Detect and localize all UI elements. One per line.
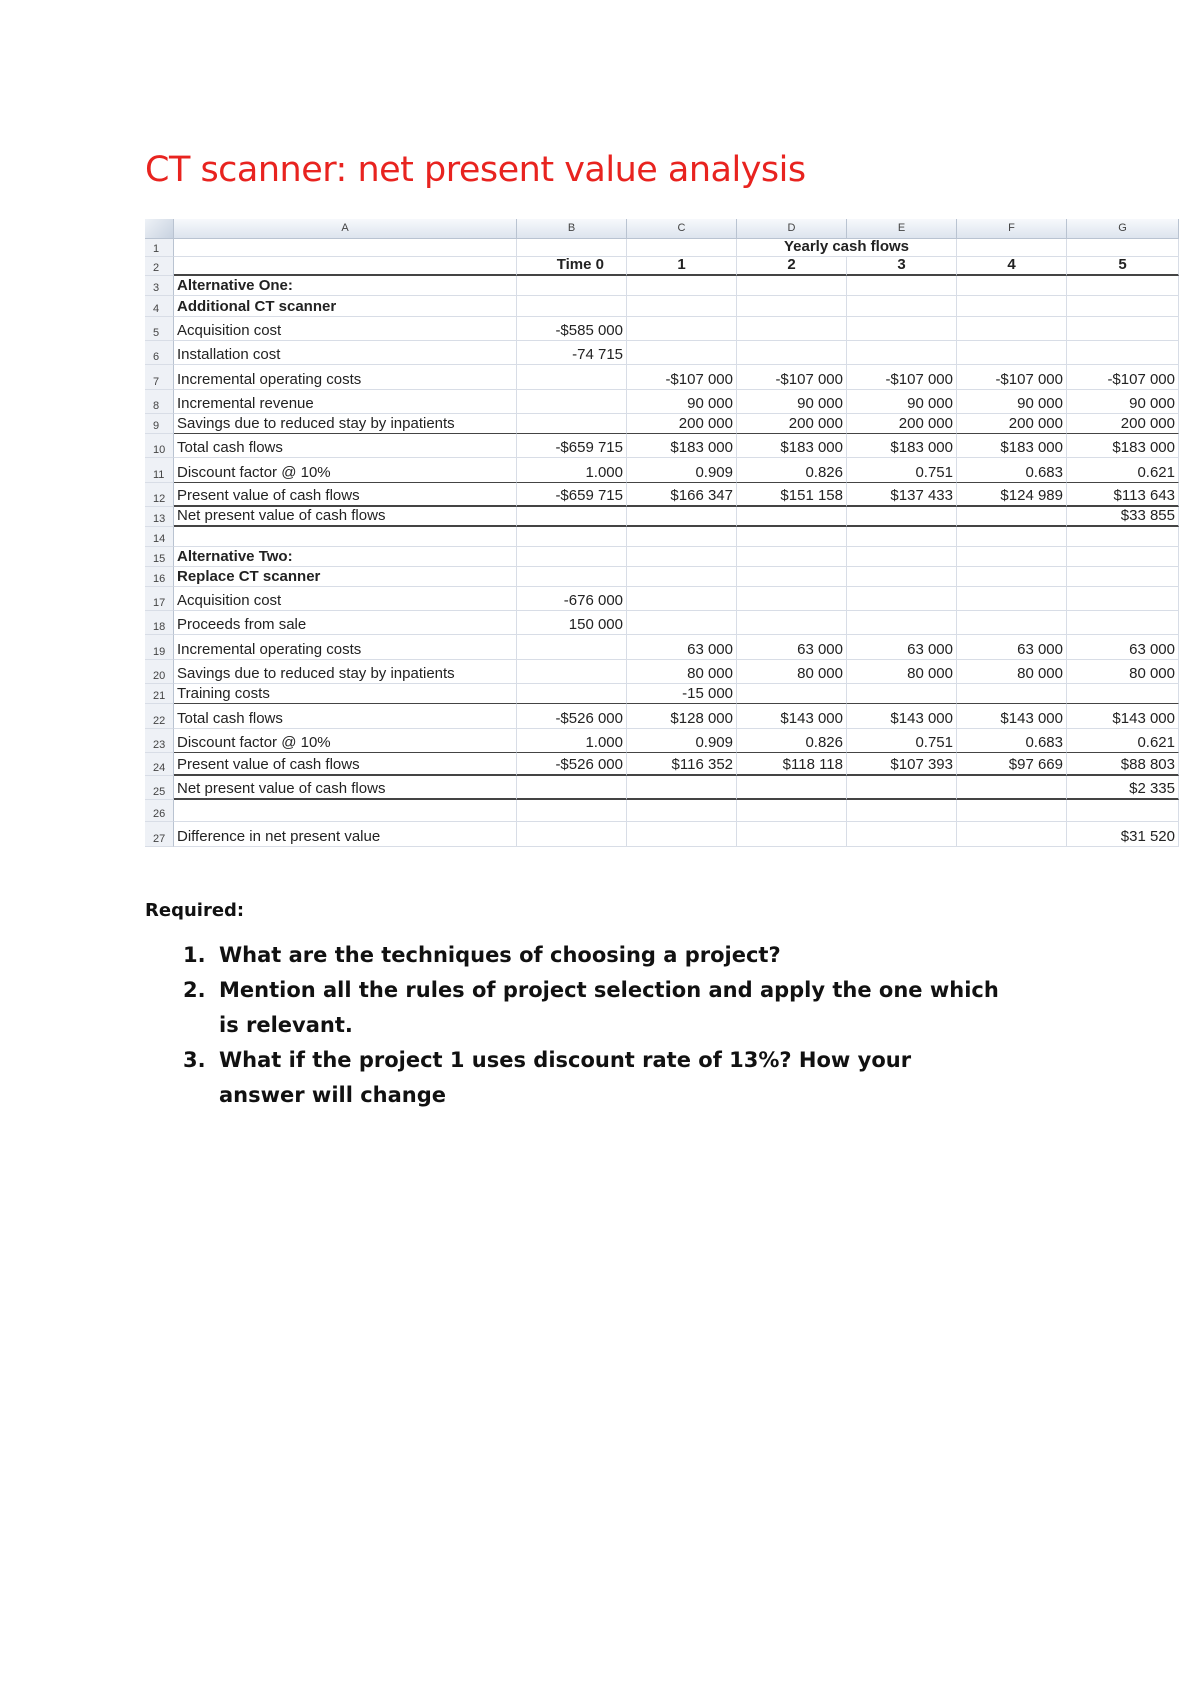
question-item <box>183 973 1003 1043</box>
row-number: 18 <box>145 611 174 635</box>
row-number: 4 <box>145 296 174 317</box>
value-cell: -$107 000 <box>1067 365 1179 390</box>
select-all-corner <box>145 219 174 239</box>
value-cell: 1.000 <box>517 729 627 753</box>
row-label: Present value of cash flows <box>174 483 517 507</box>
value-cell <box>517 635 627 660</box>
row-label: Incremental operating costs <box>174 365 517 390</box>
value-cell: $151 158 <box>737 483 847 507</box>
value-cell: -$585 000 <box>517 317 627 341</box>
value-cell <box>957 611 1067 635</box>
value-cell: 0.683 <box>957 729 1067 753</box>
cell-empty <box>627 239 737 257</box>
value-cell: $88 803 <box>1067 753 1179 776</box>
cell-empty <box>1067 547 1179 567</box>
cell-empty <box>957 822 1067 847</box>
value-cell: $143 000 <box>1067 704 1179 729</box>
value-cell: -$659 715 <box>517 483 627 507</box>
time-period-header: 1 <box>627 257 737 276</box>
row-label: Discount factor @ 10% <box>174 458 517 483</box>
value-cell: -15 000 <box>627 684 737 704</box>
row-number: 23 <box>145 729 174 753</box>
question-text: Mention all the rules of project selection and apply the one which is relevant. <box>219 978 999 1037</box>
column-header: A <box>174 219 517 239</box>
row-number: 5 <box>145 317 174 341</box>
cell-empty <box>517 296 627 317</box>
value-cell: -74 715 <box>517 341 627 365</box>
row-number: 21 <box>145 684 174 704</box>
value-cell: $183 000 <box>847 434 957 458</box>
value-cell <box>517 660 627 684</box>
row-label: Difference in net present value <box>174 822 517 847</box>
cell-empty <box>517 800 627 822</box>
row-label: Total cash flows <box>174 704 517 729</box>
value-cell <box>1067 684 1179 704</box>
value-cell: $166 347 <box>627 483 737 507</box>
value-cell <box>627 507 737 527</box>
column-header: G <box>1067 219 1179 239</box>
cell-empty <box>627 527 737 547</box>
value-cell: 63 000 <box>627 635 737 660</box>
value-cell: -676 000 <box>517 587 627 611</box>
cell-empty <box>174 257 517 276</box>
cell-empty <box>847 276 957 296</box>
cell-empty <box>957 547 1067 567</box>
value-cell <box>847 587 957 611</box>
row-number: 13 <box>145 507 174 527</box>
row-label: Incremental operating costs <box>174 635 517 660</box>
value-cell <box>737 611 847 635</box>
cell-empty <box>737 527 847 547</box>
row-number: 2 <box>145 257 174 276</box>
value-cell: 0.909 <box>627 458 737 483</box>
row-label: Installation cost <box>174 341 517 365</box>
value-cell: 200 000 <box>847 414 957 434</box>
value-cell <box>847 611 957 635</box>
value-cell: -$107 000 <box>847 365 957 390</box>
row-number: 16 <box>145 567 174 587</box>
cell-empty <box>1067 567 1179 587</box>
row-number: 24 <box>145 753 174 776</box>
value-cell: $143 000 <box>737 704 847 729</box>
yearly-cash-flows-header: Yearly cash flows <box>737 239 957 257</box>
value-cell <box>517 414 627 434</box>
value-cell: $143 000 <box>957 704 1067 729</box>
row-label: Net present value of cash flows <box>174 776 517 800</box>
row-number: 12 <box>145 483 174 507</box>
cell-empty <box>1067 296 1179 317</box>
value-cell <box>737 317 847 341</box>
value-cell: $31 520 <box>1067 822 1179 847</box>
question-text: What if the project 1 uses discount rate of 13%? How your answer will change <box>219 1048 912 1107</box>
value-cell: -$107 000 <box>737 365 847 390</box>
value-cell <box>517 365 627 390</box>
row-label: Net present value of cash flows <box>174 507 517 527</box>
value-cell <box>847 317 957 341</box>
value-cell <box>737 587 847 611</box>
row-label: Total cash flows <box>174 434 517 458</box>
value-cell: $137 433 <box>847 483 957 507</box>
value-cell <box>737 684 847 704</box>
value-cell <box>627 611 737 635</box>
cell-empty <box>517 822 627 847</box>
cell-empty <box>957 276 1067 296</box>
row-number: 3 <box>145 276 174 296</box>
cell-empty <box>847 800 957 822</box>
value-cell <box>847 684 957 704</box>
cell-empty <box>627 800 737 822</box>
value-cell: 80 000 <box>627 660 737 684</box>
value-cell: -$107 000 <box>627 365 737 390</box>
value-cell <box>957 684 1067 704</box>
row-number: 1 <box>145 239 174 257</box>
cell-empty <box>957 567 1067 587</box>
section-heading: Alternative Two: <box>174 547 517 567</box>
cell-empty <box>737 296 847 317</box>
row-number: 11 <box>145 458 174 483</box>
cell-empty <box>517 276 627 296</box>
row-number: 10 <box>145 434 174 458</box>
value-cell: $143 000 <box>847 704 957 729</box>
value-cell <box>627 317 737 341</box>
value-cell: 0.683 <box>957 458 1067 483</box>
cell-empty <box>847 547 957 567</box>
value-cell: $116 352 <box>627 753 737 776</box>
cell-empty <box>847 527 957 547</box>
value-cell: 63 000 <box>847 635 957 660</box>
row-number: 14 <box>145 527 174 547</box>
value-cell <box>517 684 627 704</box>
value-cell <box>957 341 1067 365</box>
question-list <box>183 938 1003 1113</box>
value-cell: 0.751 <box>847 729 957 753</box>
cell-empty <box>957 800 1067 822</box>
row-number: 6 <box>145 341 174 365</box>
row-number: 15 <box>145 547 174 567</box>
value-cell <box>517 390 627 414</box>
value-cell <box>847 507 957 527</box>
page-title: CT scanner: net present value analysis <box>145 150 806 190</box>
value-cell: $113 643 <box>1067 483 1179 507</box>
value-cell <box>957 587 1067 611</box>
value-cell: 63 000 <box>737 635 847 660</box>
value-cell: 90 000 <box>847 390 957 414</box>
required-label: Required: <box>145 900 245 921</box>
question-number: 3. <box>183 1048 206 1072</box>
spreadsheet-image <box>145 219 1179 876</box>
value-cell <box>737 507 847 527</box>
cell-empty <box>517 547 627 567</box>
section-heading: Replace CT scanner <box>174 567 517 587</box>
value-cell: 200 000 <box>627 414 737 434</box>
value-cell: 0.826 <box>737 458 847 483</box>
value-cell <box>1067 611 1179 635</box>
value-cell: $107 393 <box>847 753 957 776</box>
value-cell <box>627 341 737 365</box>
time-period-header: 2 <box>737 257 847 276</box>
row-number: 22 <box>145 704 174 729</box>
value-cell <box>1067 587 1179 611</box>
cell-empty <box>957 296 1067 317</box>
column-header: E <box>847 219 957 239</box>
time-period-header: 4 <box>957 257 1067 276</box>
row-number: 25 <box>145 776 174 800</box>
value-cell: 0.621 <box>1067 729 1179 753</box>
value-cell: 1.000 <box>517 458 627 483</box>
value-cell: -$107 000 <box>957 365 1067 390</box>
cell-empty <box>627 547 737 567</box>
cell-empty <box>737 547 847 567</box>
cell-empty <box>847 822 957 847</box>
row-number: 20 <box>145 660 174 684</box>
value-cell: 80 000 <box>1067 660 1179 684</box>
question-number: 1. <box>183 943 206 967</box>
value-cell: 80 000 <box>957 660 1067 684</box>
value-cell <box>957 776 1067 800</box>
value-cell <box>737 341 847 365</box>
row-label: Proceeds from sale <box>174 611 517 635</box>
value-cell: $183 000 <box>1067 434 1179 458</box>
time-period-header: 5 <box>1067 257 1179 276</box>
value-cell: 0.909 <box>627 729 737 753</box>
question-item <box>183 938 1003 973</box>
row-number: 7 <box>145 365 174 390</box>
cell-empty <box>847 567 957 587</box>
row-number: 9 <box>145 414 174 434</box>
cell-empty <box>1067 239 1179 257</box>
value-cell: 200 000 <box>957 414 1067 434</box>
value-cell <box>847 776 957 800</box>
cell-empty <box>627 822 737 847</box>
question-text: What are the techniques of choosing a project? <box>219 943 781 967</box>
value-cell: 0.751 <box>847 458 957 483</box>
row-number: 26 <box>145 800 174 822</box>
value-cell <box>847 341 957 365</box>
value-cell: 200 000 <box>1067 414 1179 434</box>
row-label: Training costs <box>174 684 517 704</box>
cell-empty <box>517 239 627 257</box>
value-cell: 0.621 <box>1067 458 1179 483</box>
row-label: Acquisition cost <box>174 317 517 341</box>
row-number: 8 <box>145 390 174 414</box>
value-cell: 63 000 <box>1067 635 1179 660</box>
value-cell: 90 000 <box>957 390 1067 414</box>
value-cell: -$659 715 <box>517 434 627 458</box>
row-label: Savings due to reduced stay by inpatients <box>174 414 517 434</box>
value-cell: $33 855 <box>1067 507 1179 527</box>
value-cell <box>627 776 737 800</box>
value-cell: 80 000 <box>737 660 847 684</box>
spreadsheet-grid <box>145 219 1179 876</box>
cell-empty <box>737 800 847 822</box>
row-label: Incremental revenue <box>174 390 517 414</box>
value-cell: 90 000 <box>627 390 737 414</box>
row-label: Discount factor @ 10% <box>174 729 517 753</box>
row-number: 27 <box>145 822 174 847</box>
value-cell: 150 000 <box>517 611 627 635</box>
row-number: 17 <box>145 587 174 611</box>
cell-empty <box>847 296 957 317</box>
value-cell: $183 000 <box>627 434 737 458</box>
row-number: 19 <box>145 635 174 660</box>
value-cell: -$526 000 <box>517 704 627 729</box>
row-label: Savings due to reduced stay by inpatients <box>174 660 517 684</box>
section-heading: Additional CT scanner <box>174 296 517 317</box>
value-cell <box>517 507 627 527</box>
cell-empty <box>517 527 627 547</box>
value-cell <box>627 587 737 611</box>
value-cell: $97 669 <box>957 753 1067 776</box>
value-cell: 90 000 <box>1067 390 1179 414</box>
column-header: B <box>517 219 627 239</box>
cell-empty <box>174 527 517 547</box>
column-header: C <box>627 219 737 239</box>
cell-empty <box>627 276 737 296</box>
cell-empty <box>1067 527 1179 547</box>
row-label: Present value of cash flows <box>174 753 517 776</box>
value-cell <box>517 776 627 800</box>
value-cell <box>957 317 1067 341</box>
cell-empty <box>737 567 847 587</box>
row-label: Acquisition cost <box>174 587 517 611</box>
section-heading: Alternative One: <box>174 276 517 296</box>
cell-empty <box>737 822 847 847</box>
cell-empty <box>174 800 517 822</box>
time-period-header: 3 <box>847 257 957 276</box>
value-cell <box>737 776 847 800</box>
time-period-header: Time 0 <box>517 257 627 276</box>
value-cell <box>1067 317 1179 341</box>
cell-empty <box>957 239 1067 257</box>
value-cell: 90 000 <box>737 390 847 414</box>
cell-empty <box>1067 800 1179 822</box>
value-cell: 63 000 <box>957 635 1067 660</box>
cell-empty <box>174 239 517 257</box>
value-cell: -$526 000 <box>517 753 627 776</box>
value-cell: 80 000 <box>847 660 957 684</box>
value-cell: 200 000 <box>737 414 847 434</box>
value-cell: $183 000 <box>957 434 1067 458</box>
value-cell: $2 335 <box>1067 776 1179 800</box>
value-cell <box>1067 341 1179 365</box>
question-number: 2. <box>183 978 206 1002</box>
cell-empty <box>627 296 737 317</box>
value-cell <box>957 507 1067 527</box>
column-header: D <box>737 219 847 239</box>
value-cell: $118 118 <box>737 753 847 776</box>
value-cell: $128 000 <box>627 704 737 729</box>
cell-empty <box>1067 276 1179 296</box>
cell-empty <box>957 527 1067 547</box>
cell-empty <box>737 276 847 296</box>
value-cell: 0.826 <box>737 729 847 753</box>
question-item <box>183 1043 1003 1113</box>
value-cell: $183 000 <box>737 434 847 458</box>
cell-empty <box>627 567 737 587</box>
value-cell: $124 989 <box>957 483 1067 507</box>
column-header: F <box>957 219 1067 239</box>
cell-empty <box>517 567 627 587</box>
